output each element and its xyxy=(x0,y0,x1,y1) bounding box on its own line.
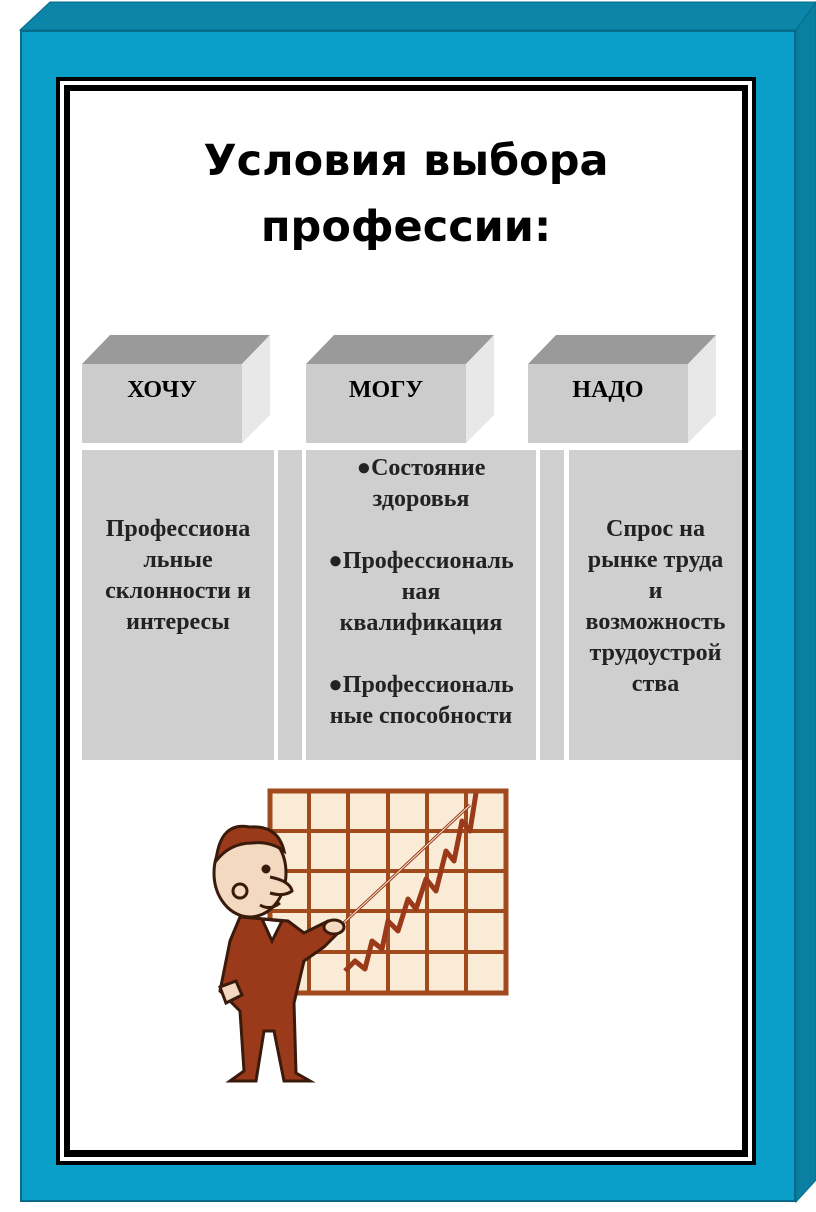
text-line: ные способности xyxy=(329,703,513,729)
text-line: ●Профессиональ xyxy=(328,548,514,574)
bullet-item xyxy=(306,670,536,732)
text-line: льные xyxy=(143,547,213,573)
text-line: склонности и xyxy=(105,578,251,604)
text-line: возможность xyxy=(585,609,726,635)
text-line: трудоустрой xyxy=(589,640,722,666)
text-line: ная xyxy=(401,579,441,605)
text-line: Спрос на xyxy=(606,516,705,542)
text-line: квалификация xyxy=(339,610,503,636)
man-pointing-at-growth-chart-icon xyxy=(200,781,520,1101)
text-line: Профессиона xyxy=(105,516,251,542)
header-need: НАДО xyxy=(572,377,644,403)
header-want: ХОЧУ xyxy=(127,377,197,403)
column-can-text xyxy=(306,453,536,732)
bullet-item xyxy=(306,546,536,639)
text-line: здоровья xyxy=(372,486,470,512)
bullet-item xyxy=(306,453,536,515)
column-need-text xyxy=(569,514,742,700)
title-line-2: профессии: xyxy=(260,202,552,252)
text-line: и xyxy=(648,578,663,604)
header-can: МОГУ xyxy=(348,377,424,403)
text-line: ●Состояние xyxy=(356,455,486,481)
text-line: интересы xyxy=(126,609,230,635)
text-line: ●Профессиональ xyxy=(328,672,514,698)
poster-page xyxy=(70,91,742,1150)
panel-gap-2 xyxy=(540,450,564,760)
title-line-1: Условия выбора xyxy=(203,136,609,186)
text-line: рынке труда xyxy=(587,547,724,573)
column-want-text xyxy=(82,514,274,638)
panel-gap-1 xyxy=(278,450,302,760)
text-line: ства xyxy=(631,671,680,697)
